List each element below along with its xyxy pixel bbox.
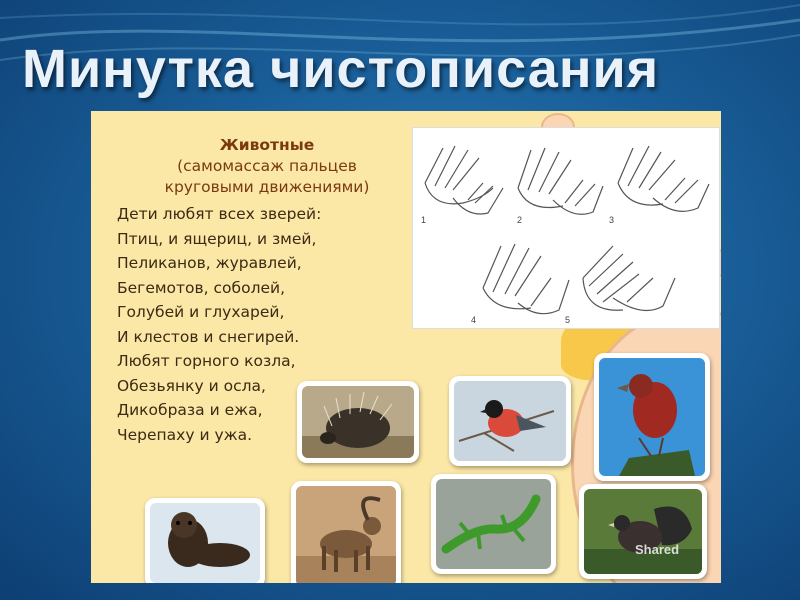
poem-line: Обезьянку и осла, [117,376,266,395]
porcupine-photo-icon [297,381,419,463]
watermark: Shared [635,542,680,557]
mountain-goat-photo-icon [291,481,401,583]
poem-subtitle-line2: круговыми движениями) [164,178,370,196]
lizard-photo-icon [431,474,556,574]
poem-line: Черепаху и ужа. [117,425,253,444]
poem-line: И клестов и снегирей. [117,327,300,346]
hand-massage-illustration-icon [412,127,720,329]
crossbill-photo-icon [594,353,710,481]
bullfinch-photo-icon [449,376,571,466]
poem-line: Пеликанов, журавлей, [117,254,302,272]
poem-subtitle-line1: (самомассаж пальцев [177,157,357,175]
hand-step-label: 5 [565,315,571,325]
slide-title: Минутка чистописания [22,39,660,99]
poem-line: Голубей и глухарей, [117,303,285,321]
sable-photo-icon [145,498,265,583]
poem-line: Дикобраза и ежа, [117,401,263,419]
capercaillie-photo-icon [579,484,707,579]
poem-line: Дети любят всех зверей: [117,205,322,223]
poem-heading [117,135,417,198]
hand-step-label: 3 [609,215,615,225]
poem-line: Любят горного козла, [117,352,296,370]
hand-step-label: 2 [517,215,523,225]
hand-step-label: 4 [471,315,477,325]
poem-line: Птиц, и ящериц, и змей, [117,229,317,248]
content-panel [91,111,721,583]
hand-step-label: 1 [421,215,427,225]
poem-line: Бегемотов, соболей, [117,278,286,297]
poem-title: Животные [219,136,315,154]
